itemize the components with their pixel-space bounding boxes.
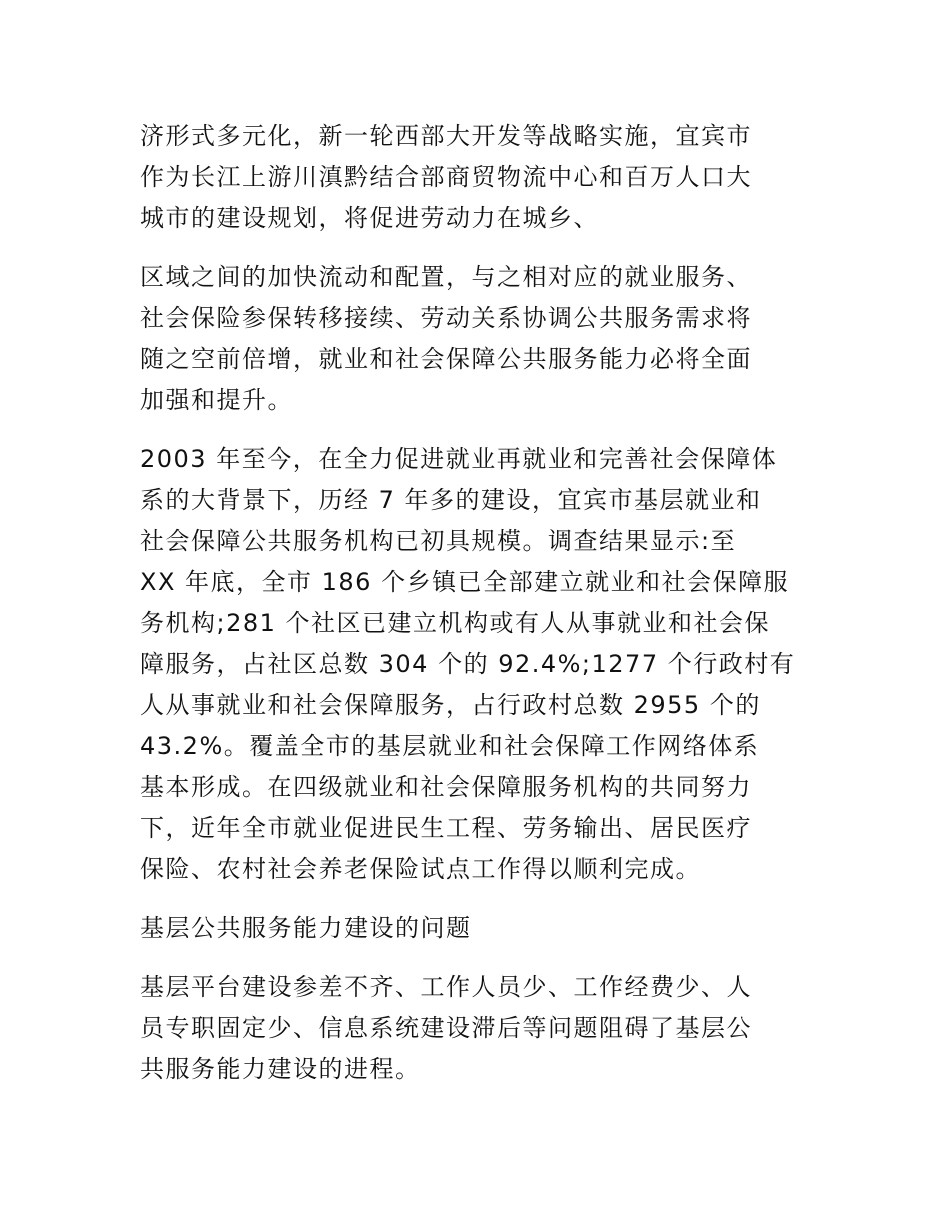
text-line: 系的大背景下，历经 7 年多的建设，宜宾市基层就业和 [140,486,762,514]
text-line: 共服务能力建设的进程。 [140,1055,421,1083]
text-line: 保险、农村社会养老保险试点工作得以顺利完成。 [140,855,701,883]
text-line: 社会保障公共服务机构已初具规模。调查结果显示:至 [140,527,737,555]
text-line: 人从事就业和社会保障服务，占行政村总数 2955 个的 [140,691,761,719]
text-line: 城市的建设规划，将促进劳动力在城乡、 [140,204,599,232]
text-line: 区域之间的加快流动和配置，与之相对应的就业服务、 [140,263,752,291]
text-line: 随之空前倍增，就业和社会保障公共服务能力必将全面 [140,345,752,373]
text-line: 2003 年至今，在全力促进就业再就业和完善社会保障体 [140,445,778,473]
paragraph-3 [140,439,810,890]
text-line: 基层平台建设参差不齐、工作人员少、工作经费少、人 [140,973,752,1001]
text-line: 员专职固定少、信息系统建设滞后等问题阻碍了基层公 [140,1014,752,1042]
text-line: 务机构;281 个社区已建立机构或有人从事就业和社会保 [140,609,771,637]
text-line: 作为长江上游川滇黔结合部商贸物流中心和百万人口大 [140,163,752,191]
text-line: 加强和提升。 [140,386,293,414]
text-line: 基本形成。在四级就业和社会保障服务机构的共同努力 [140,773,752,801]
text-line: XX 年底，全市 186 个乡镇已全部建立就业和社会保障服 [140,568,790,596]
document-body [140,116,810,1108]
text-line: 社会保险参保转移接续、劳动关系协调公共服务需求将 [140,304,752,332]
paragraph-1 [140,116,810,239]
text-line: 43.2%。覆盖全市的基层就业和社会保障工作网络体系 [140,732,760,760]
text-line: 下，近年全市就业促进民生工程、劳务输出、居民医疗 [140,814,752,842]
text-line: 障服务，占社区总数 304 个的 92.4%;1277 个行政村有 [140,650,796,678]
text-line: 济形式多元化，新一轮西部大开发等战略实施，宜宾市 [140,122,752,150]
section-heading [140,908,810,949]
paragraph-5 [140,967,810,1090]
text-line: 基层公共服务能力建设的问题 [140,914,472,942]
paragraph-2 [140,257,810,421]
